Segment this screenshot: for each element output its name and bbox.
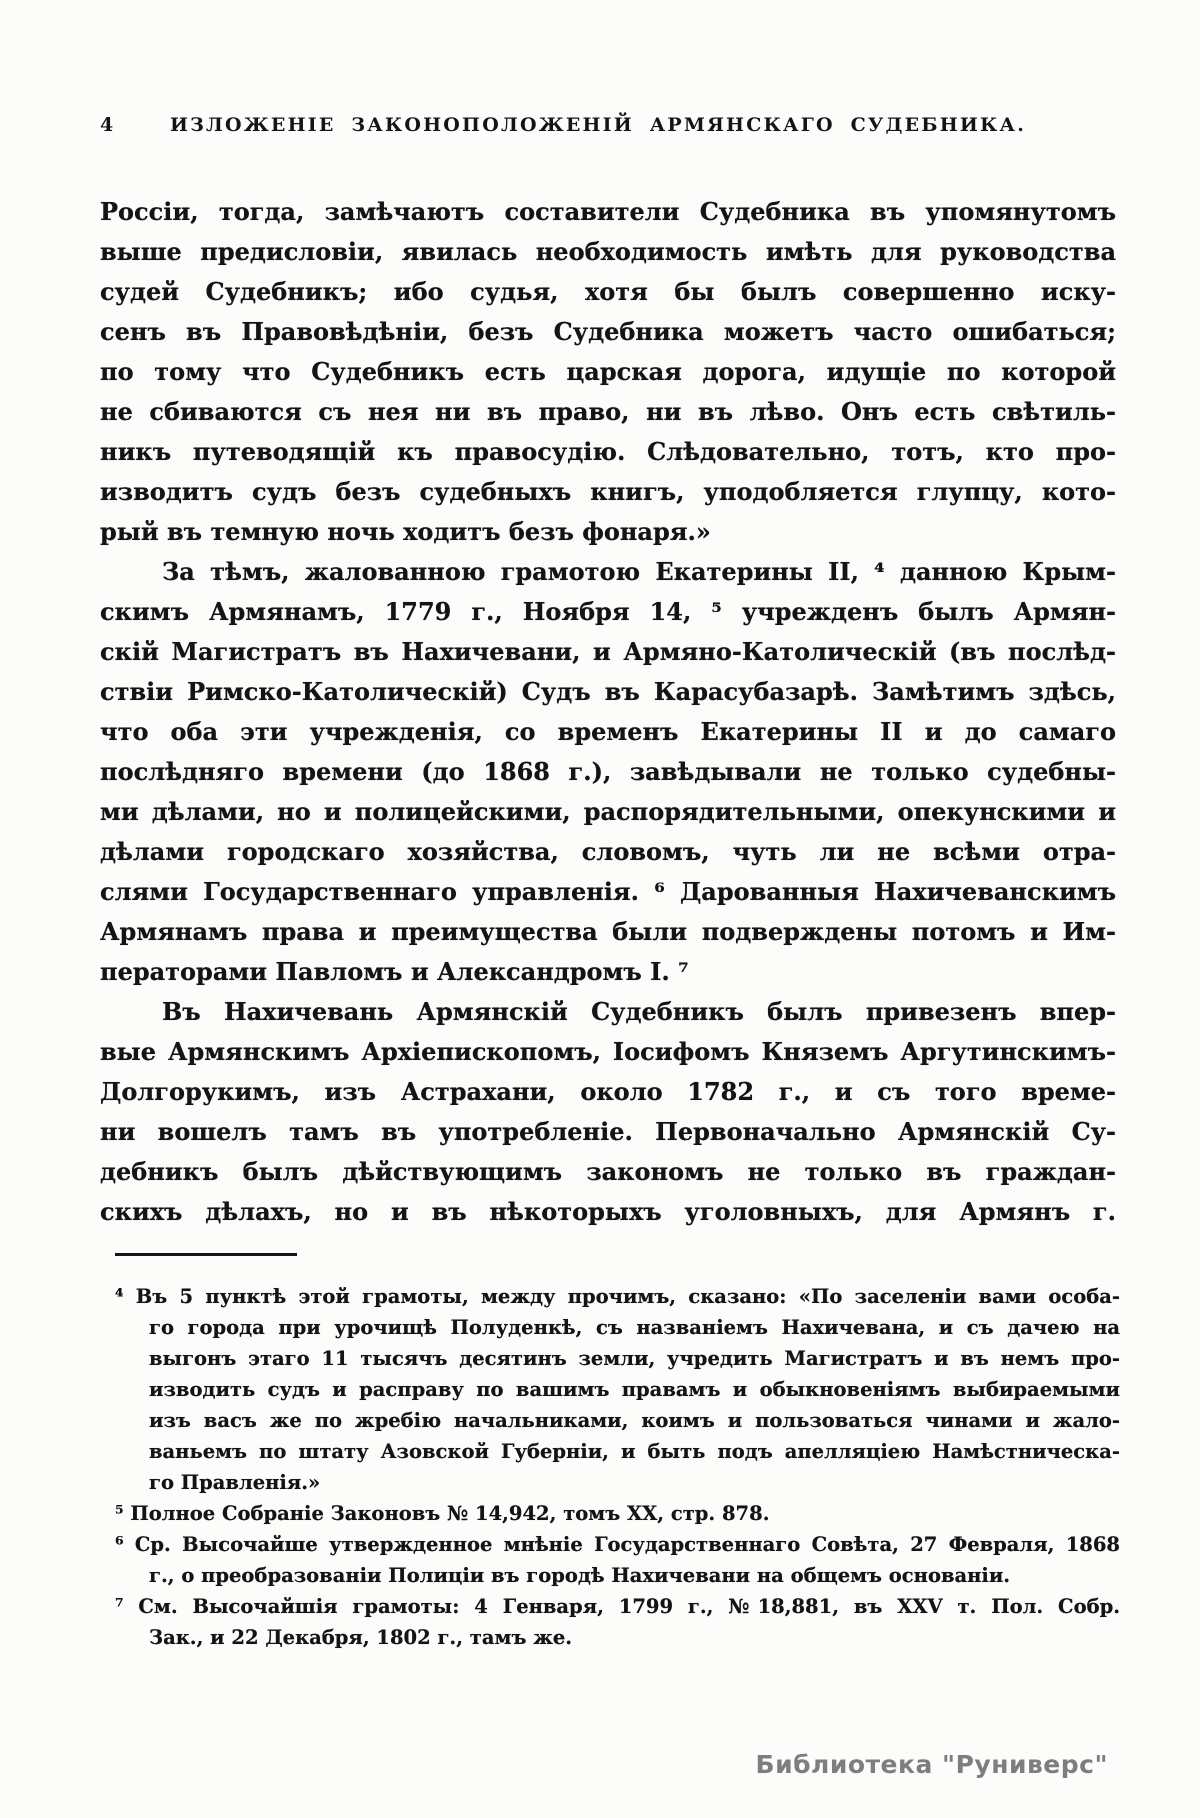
footnote-line: Зак., и 22 Декабря, 1802 г., тамъ же. bbox=[149, 1626, 573, 1649]
text-line: Армянамъ права и преимущества были подверждены потомъ и Им- bbox=[100, 917, 1116, 946]
text-line: по тому что Судебникъ есть царская дорога, идущіе по которой bbox=[100, 357, 1116, 386]
text-line: Въ Нахичевань Армянскій Судебникъ былъ привезенъ впер- bbox=[162, 997, 1116, 1026]
running-title: ИЗЛОЖЕНІЕ ЗАКОНОПОЛОЖЕНІЙ АРМЯНСКАГО СУДЕБНИКА. bbox=[169, 114, 1027, 136]
footnote-line: г., о преобразованіи Полиціи въ городѣ Нахичевани на общемъ основаніи. bbox=[149, 1564, 1011, 1587]
footnote-line: ⁴ Въ 5 пунктѣ этой грамоты, между прочимъ, сказано: «По заселеніи вами особа- bbox=[115, 1285, 1120, 1308]
text-line: Россіи, тогда, замѣчаютъ составители Судебника въ упомянутомъ bbox=[100, 197, 1116, 226]
footnote-line: ваньемъ по штату Азовской Губерніи, и быть подъ апелляціею Намѣстническа- bbox=[149, 1440, 1120, 1463]
text-line: За тѣмъ, жалованною грамотою Екатерины II, ⁴ данною Крым- bbox=[162, 557, 1116, 586]
text-line: не сбиваются съ нея ни въ право, ни въ лѣво. Онъ есть свѣтиль- bbox=[100, 397, 1116, 426]
text-line: дебникъ былъ дѣйствующимъ закономъ не только въ граждан- bbox=[100, 1157, 1116, 1186]
footnote-line: го города при урочищѣ Полуденкѣ, съ названіемъ Нахичевана, и съ дачею на bbox=[149, 1316, 1120, 1339]
text-line: рый въ темную ночь ходитъ безъ фонаря.» bbox=[100, 517, 711, 546]
text-line: Долгорукимъ, изъ Астрахани, около 1782 г., и съ того време- bbox=[100, 1077, 1116, 1106]
footnote-line: выгонъ этаго 11 тысячъ десятинъ земли, учредить Магистратъ и въ немъ про- bbox=[149, 1347, 1120, 1370]
footnote-line: ⁵ Полное Собраніе Законовъ № 14,942, томъ XX, стр. 878. bbox=[115, 1502, 770, 1525]
footnotes-block bbox=[115, 1281, 1120, 1653]
footnote-divider bbox=[115, 1253, 297, 1256]
text-line: ми дѣлами, но и полицейскими, распорядительными, опекунскими и bbox=[100, 797, 1116, 826]
library-watermark: Библиотека "Руниверс" bbox=[755, 1750, 1108, 1779]
text-line: изводитъ судъ безъ судебныхъ книгъ, уподобляется глупцу, кото- bbox=[100, 477, 1116, 506]
footnote-line: ⁷ См. Высочайшія грамоты: 4 Генваря, 1799 г., №18,881, въ XXV т. Пол. Собр. bbox=[115, 1595, 1120, 1618]
text-line: ни вошелъ тамъ въ употребленіе. Первоначально Армянскій Су- bbox=[100, 1117, 1116, 1146]
text-line: никъ путеводящій къ правосудію. Слѣдовательно, тотъ, кто про- bbox=[100, 437, 1116, 466]
running-header bbox=[100, 114, 1116, 136]
footnote-line: го Правленія.» bbox=[149, 1471, 321, 1494]
text-line: ператорами Павломъ и Александромъ I. ⁷ bbox=[100, 957, 689, 986]
main-text-block bbox=[100, 192, 1116, 1232]
text-line: выше предисловіи, явилась необходимость имѣть для руководства bbox=[100, 237, 1116, 266]
footnote-line: ⁶ Ср. Высочайше утвержденное мнѣніе Государственнаго Совѣта, 27 Февраля, 1868 bbox=[115, 1533, 1120, 1556]
text-line: судей Судебникъ; ибо судья, хотя бы былъ совершенно иску- bbox=[100, 277, 1116, 306]
text-line: скимъ Армянамъ, 1779 г., Ноября 14, ⁵ учрежденъ былъ Армян- bbox=[100, 597, 1116, 626]
text-line: сенъ въ Правовѣдѣніи, безъ Судебника можетъ часто ошибаться; bbox=[100, 317, 1116, 346]
footnote-line: изъ васъ же по жребію начальниками, коимъ и пользоваться чинами и жало- bbox=[149, 1409, 1120, 1432]
text-line: вые Армянскимъ Архіепископомъ, Іосифомъ Княземъ Аргутинскимъ- bbox=[100, 1037, 1116, 1066]
text-line: послѣдняго времени (до 1868 г.), завѣдывали не только судебны- bbox=[100, 757, 1116, 786]
text-line: скихъ дѣлахъ, но и въ нѣкоторыхъ уголовныхъ, для Армянъ г. bbox=[100, 1197, 1116, 1226]
text-line: ствіи Римско-Католическій) Судъ въ Карасубазарѣ. Замѣтимъ здѣсь, bbox=[100, 677, 1116, 706]
text-line: что оба эти учрежденія, со временъ Екатерины II и до самаго bbox=[100, 717, 1116, 746]
text-line: дѣлами городскаго хозяйства, словомъ, чуть ли не всѣми отра- bbox=[100, 837, 1116, 866]
footnote-line: изводить судъ и расправу по вашимъ правамъ и обыкновеніямъ выбираемыми bbox=[149, 1378, 1120, 1401]
text-line: слями Государственнаго управленія. ⁶ Дарованныя Нахичеванскимъ bbox=[100, 877, 1116, 906]
text-line: скій Магистратъ въ Нахичевани, и Армяно-Католическій (въ послѣд- bbox=[100, 637, 1116, 666]
page-number: 4 bbox=[100, 114, 114, 136]
